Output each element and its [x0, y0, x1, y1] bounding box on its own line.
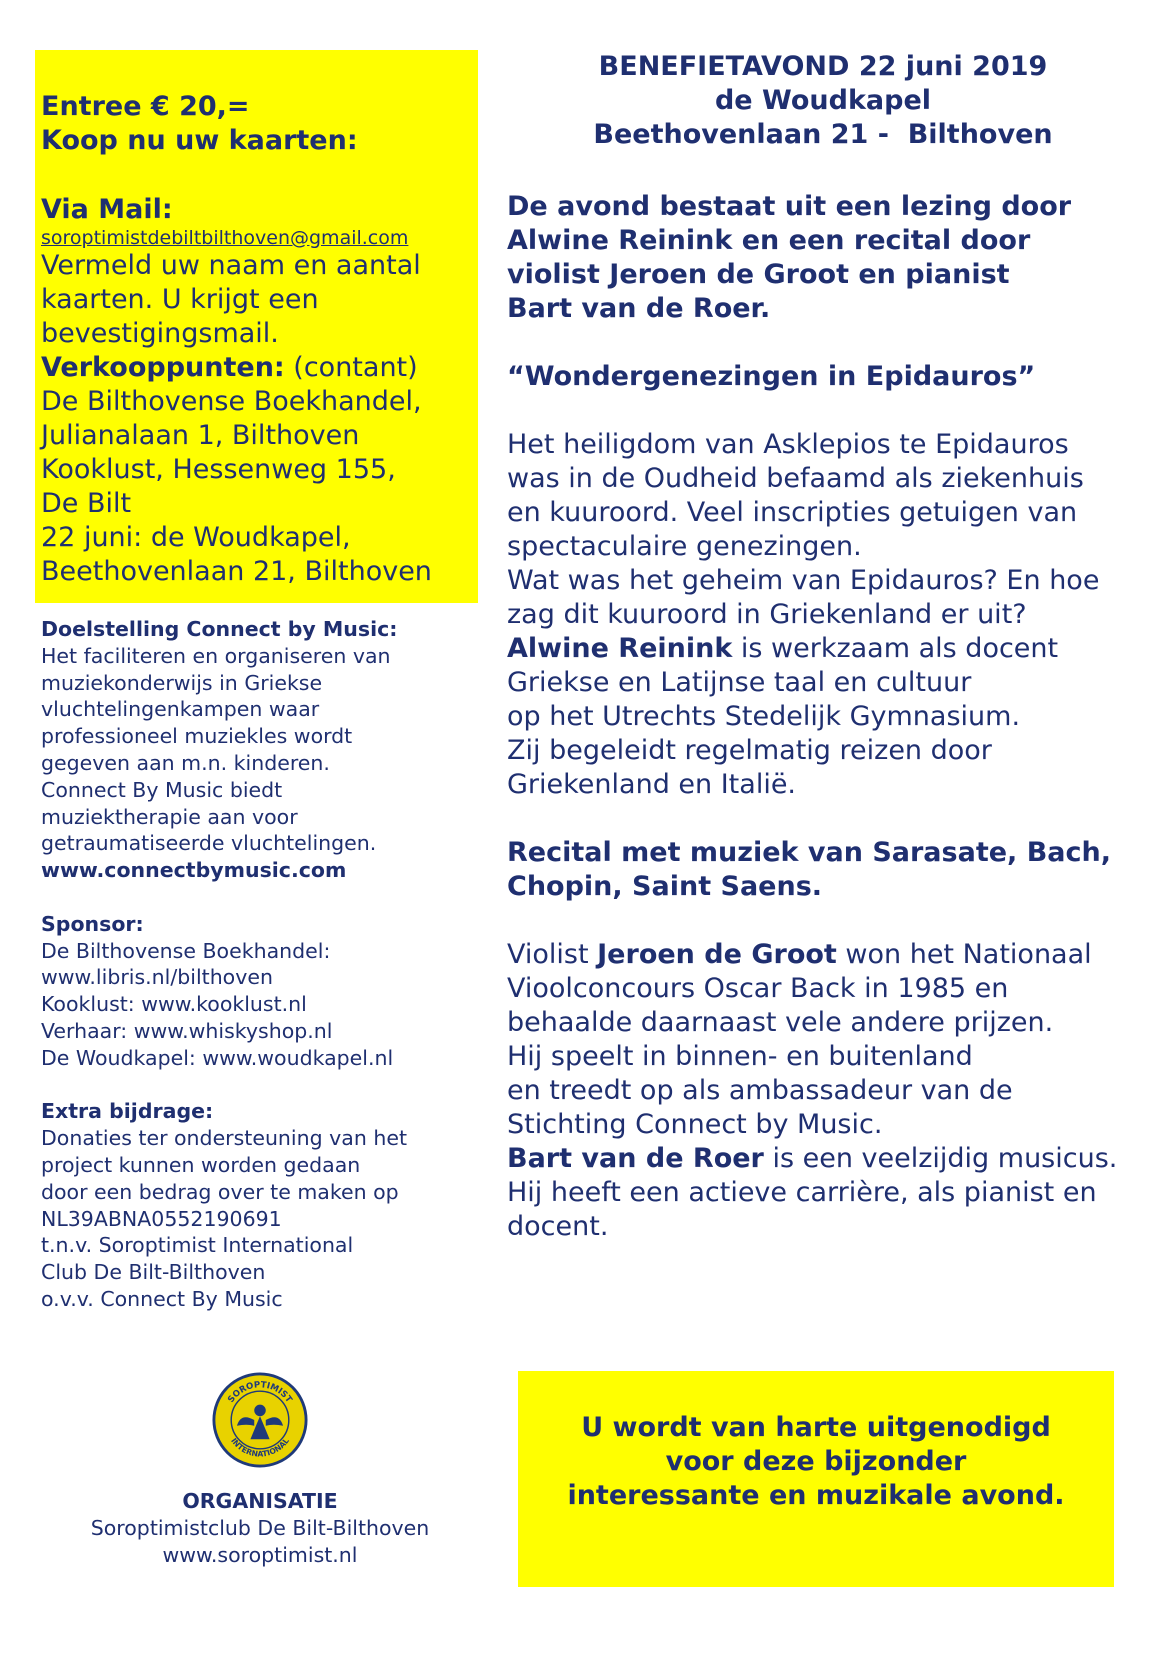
goal-line: Connect By Music biedt [41, 777, 283, 802]
goal-line: Het faciliteren en organiseren van [41, 643, 391, 668]
lecture-line: zag dit kuuroord in Griekenland er uit? [507, 599, 1027, 630]
sales-line: De Bilthovense Boekhandel, [41, 386, 422, 417]
goal-website-link[interactable]: www.connectbymusic.com [41, 858, 347, 883]
violinist-line [507, 938, 1147, 972]
lecture-line: en kuuroord. Veel inscripties getuigen van [507, 497, 1078, 528]
extra-line: Club De Bilt-Bilthoven [41, 1260, 266, 1285]
event-address: Beethovenlaan 21 - Bilthoven [593, 119, 1053, 150]
speaker-bio-line: op het Utrechts Stedelijk Gymnasium. [507, 701, 1021, 732]
event-description [507, 190, 1147, 1244]
soroptimist-logo-icon [212, 1372, 308, 1468]
info-column [41, 616, 481, 1313]
speaker-text: is werkzaam als docent [732, 633, 1059, 664]
event-venue: de Woudkapel [714, 85, 932, 116]
logo-bottom-text: INTERNATIONAL [229, 1436, 291, 1459]
sponsor-heading: Sponsor: [41, 911, 144, 936]
goal-line: gegeven aan m.n. kinderen. [41, 750, 330, 775]
lecture-line: Het heiligdom van Asklepios te Epidauros [507, 429, 1069, 460]
sponsor-line: www.libris.nl/bilthoven [41, 965, 273, 990]
event-header [500, 50, 1146, 152]
invitation-line: interessante en muzikale avond. [567, 1480, 1065, 1511]
organisation-label: ORGANISATIE [182, 1489, 338, 1513]
speaker-bio-line: Zij begeleidt regelmatig reizen door [507, 735, 992, 766]
sales-points-line [41, 351, 478, 385]
extra-line: Donaties ter ondersteuning van het [41, 1126, 407, 1151]
violinist-pre: Violist [507, 939, 598, 970]
sales-line: 22 juni: de Woudkapel, [41, 522, 351, 553]
extra-heading: Extra bijdrage: [41, 1099, 214, 1124]
intro-line: violist Jeroen de Groot en pianist [507, 259, 1010, 290]
logo-top-text: SOROPTIMIST [226, 1380, 294, 1405]
extra-line: door een bedrag over te maken op [41, 1179, 399, 1204]
mail-line: bevestigingsmail. [41, 318, 279, 349]
violinist-post: won het Nationaal [836, 939, 1092, 970]
extra-line: NL39ABNA0552190691 [41, 1206, 282, 1231]
via-mail-label: Via Mail: [41, 194, 173, 225]
intro-line: Bart van de Roer. [507, 293, 771, 324]
lecture-line: Wat was het geheim van Epidauros? En hoe [507, 565, 1100, 596]
recital-title: Chopin, Saint Saens. [507, 871, 823, 902]
lecture-line: spectaculaire genezingen. [507, 531, 862, 562]
sales-line: Beethovenlaan 21, Bilthoven [41, 556, 432, 587]
organisation-website-link[interactable]: www.soroptimist.nl [162, 1543, 358, 1567]
goal-line: getraumatiseerde vluchtelingen. [41, 831, 377, 856]
speaker-line [507, 632, 1147, 666]
violinist-bio-line: behaalde daarnaast vele andere prijzen. [507, 1007, 1054, 1038]
sales-line: Julianalaan 1, Bilthoven [41, 420, 360, 451]
violinist-bio-line: Stichting Connect by Music. [507, 1109, 883, 1140]
violinist-bio-line: en treedt op als ambassadeur van de [507, 1075, 1013, 1106]
event-title: BENEFIETAVOND 22 juni 2019 [598, 51, 1048, 82]
extra-line: t.n.v. Soroptimist International [41, 1233, 354, 1258]
goal-line: muziektherapie aan voor [41, 804, 298, 829]
sales-line: Kooklust, Hessenweg 155, [41, 454, 396, 485]
entry-price: Entree € 20,= [41, 91, 250, 122]
pianist-bio-line: Hij heeft een actieve carrière, als pianist en [507, 1177, 1097, 1208]
pianist-line [507, 1142, 1147, 1176]
goal-heading: Doelstelling Connect by Music: [41, 617, 398, 641]
invitation-box [518, 1371, 1114, 1587]
violinist-bio-line: Vioolconcours Oscar Back in 1985 en [507, 973, 1009, 1004]
extra-line: o.v.v. Connect By Music [41, 1286, 283, 1311]
lecture-title: “Wondergenezingen in Epidauros” [507, 361, 1036, 392]
lecture-line: was in de Oudheid befaamd als ziekenhuis [507, 463, 1084, 494]
intro-line: De avond bestaat uit een lezing door [507, 191, 1072, 222]
goal-line: vluchtelingenkampen waar [41, 697, 320, 722]
goal-line: professioneel muziekles wordt [41, 724, 353, 749]
sponsor-line: Verhaar: www.whiskyshop.nl [41, 1018, 333, 1043]
intro-line: Alwine Reinink en een recital door [507, 225, 1031, 256]
speaker-name: Alwine Reinink [507, 633, 733, 664]
mail-line: kaarten. U krijgt een [41, 284, 319, 315]
sponsor-line: De Bilthovense Boekhandel: [41, 938, 331, 963]
speaker-bio-line: Griekse en Latijnse taal en cultuur [507, 667, 972, 698]
violinist-name: Jeroen de Groot [597, 939, 837, 970]
pianist-bio-line: docent. [507, 1211, 609, 1242]
invitation-line: voor deze bijzonder [665, 1446, 967, 1477]
violinist-bio-line: Hij speelt in binnen- en buitenland [507, 1041, 973, 1072]
ticket-info-box [35, 50, 478, 603]
goal-line: muziekonderwijs in Griekse [41, 670, 323, 695]
recital-title: Recital met muziek van Sarasate, Bach, [507, 837, 1111, 868]
organisation-name: Soroptimistclub De Bilt-Bilthoven [90, 1516, 430, 1540]
speaker-bio-line: Griekenland en Italië. [507, 769, 797, 800]
sales-points-note: (contant) [284, 352, 418, 383]
sponsor-line: Kooklust: www.kooklust.nl [41, 992, 307, 1017]
email-link[interactable]: soroptimistdebiltbilthoven@gmail.com [41, 227, 409, 249]
mail-line: Vermeld uw naam en aantal [41, 250, 421, 281]
organisation-block [40, 1488, 480, 1569]
pianist-name: Bart van de Roer [507, 1143, 764, 1174]
sales-points-label: Verkooppunten: [41, 352, 285, 383]
pianist-post: is een veelzijdig musicus. [763, 1143, 1118, 1174]
sponsor-line: De Woudkapel: www.woudkapel.nl [41, 1045, 394, 1070]
extra-line: project kunnen worden gedaan [41, 1152, 361, 1177]
invitation-line: U wordt van harte uitgenodigd [581, 1412, 1051, 1443]
sales-line: De Bilt [41, 488, 132, 519]
buy-tickets-heading: Koop nu uw kaarten: [41, 125, 358, 156]
